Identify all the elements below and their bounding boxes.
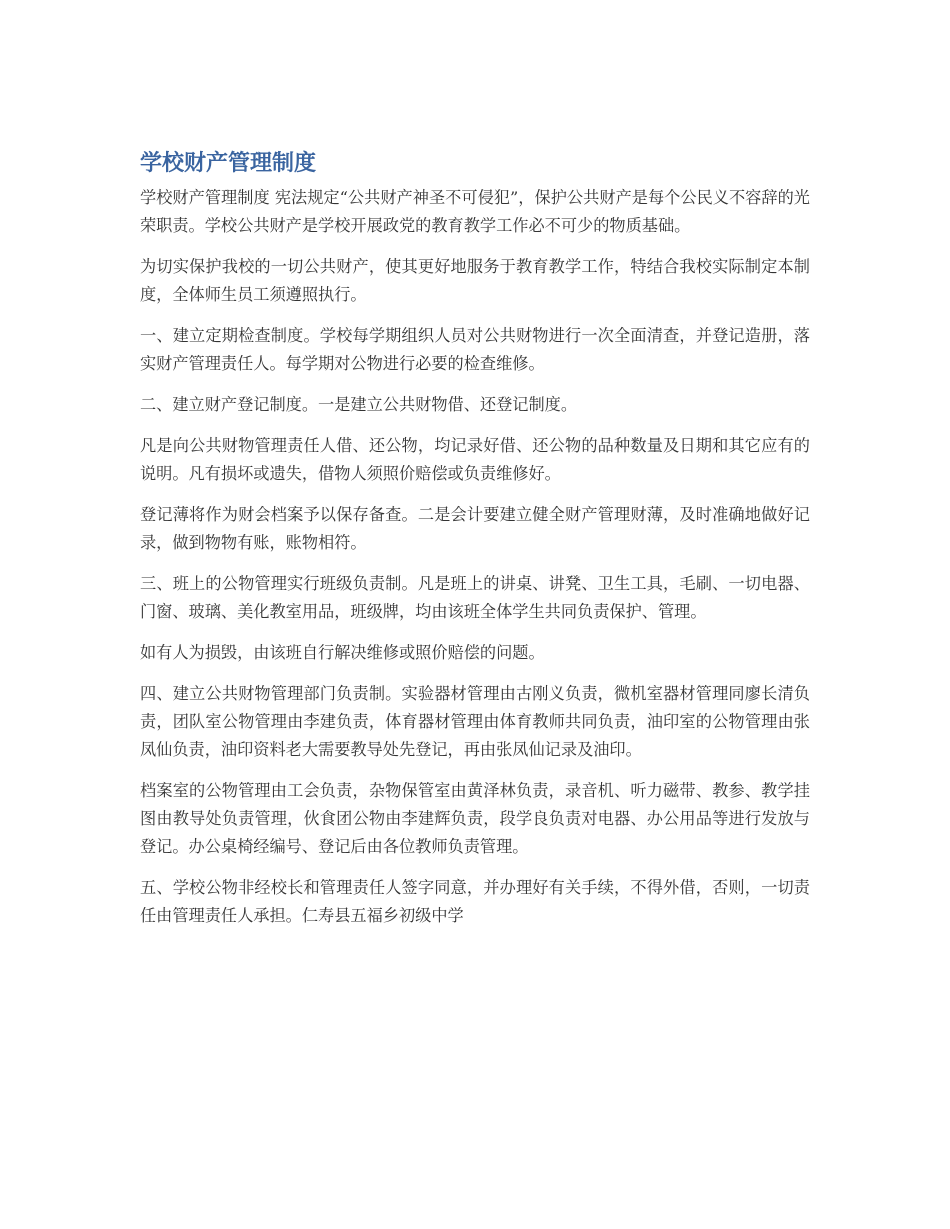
paragraph: 四、建立公共财物管理部门负责制。实验器材管理由古刚义负责，微机室器材管理同廖长清负责，团队室公物管理由李建负责，体育器材管理由体育教师共同负责，油印室的公物管理由张凤仙负责，油印资料老大需要教导处先登记，再由张凤仙记录及油印。 [140,684,810,759]
paragraph: 登记薄将作为财会档案予以保存备查。二是会计要建立健全财产管理财薄，及时准确地做好记录，做到物物有账，账物相符。 [140,505,810,552]
paragraph: 凡是向公共财物管理责任人借、还公物，均记录好借、还公物的品种数量及日期和其它应有的说明。凡有损坏或遗失，借物人须照价赔偿或负责维修好。 [140,436,810,483]
paragraph: 一、建立定期检查制度。学校每学期组织人员对公共财物进行一次全面清查，并登记造册，落实财产管理责任人。每学期对公物进行必要的检查维修。 [140,326,810,373]
paragraph: 为切实保护我校的一切公共财产，使其更好地服务于教育教学工作，特结合我校实际制定本制度，全体师生员工须遵照执行。 [140,257,810,304]
paragraph: 二、建立财产登记制度。一是建立公共财物借、还登记制度。 [140,395,578,414]
paragraph: 如有人为损毁，由该班自行解决维修或照价赔偿的问题。 [140,643,545,662]
document-page [140,148,810,943]
document-title: 学校财产管理制度 [140,151,317,176]
paragraph: 三、班上的公物管理实行班级负责制。凡是班上的讲桌、讲凳、卫生工具，毛刷、一切电器、门窗、玻璃、美化教室用品，班级牌，均由该班全体学生共同负责保护、管理。 [140,574,810,621]
paragraph: 五、学校公物非经校长和管理责任人签字同意，并办理好有关手续，不得外借，否则，一切责任由管理责任人承担。仁寿县五福乡初级中学 [140,878,810,925]
paragraph: 学校财产管理制度 宪法规定“公共财产神圣不可侵犯”，保护公共财产是每个公民义不容辞的光荣职责。学校公共财产是学校开展政党的教育教学工作必不可少的物质基础。 [140,188,810,235]
paragraph: 档案室的公物管理由工会负责，杂物保管室由黄泽林负责，录音机、听力磁带、教参、教学挂图由教导处负责管理，伙食团公物由李建辉负责，段学良负责对电器、办公用品等进行发放与登记。办公桌椅经编号、登记后由各位教师负责管理。 [140,781,810,856]
